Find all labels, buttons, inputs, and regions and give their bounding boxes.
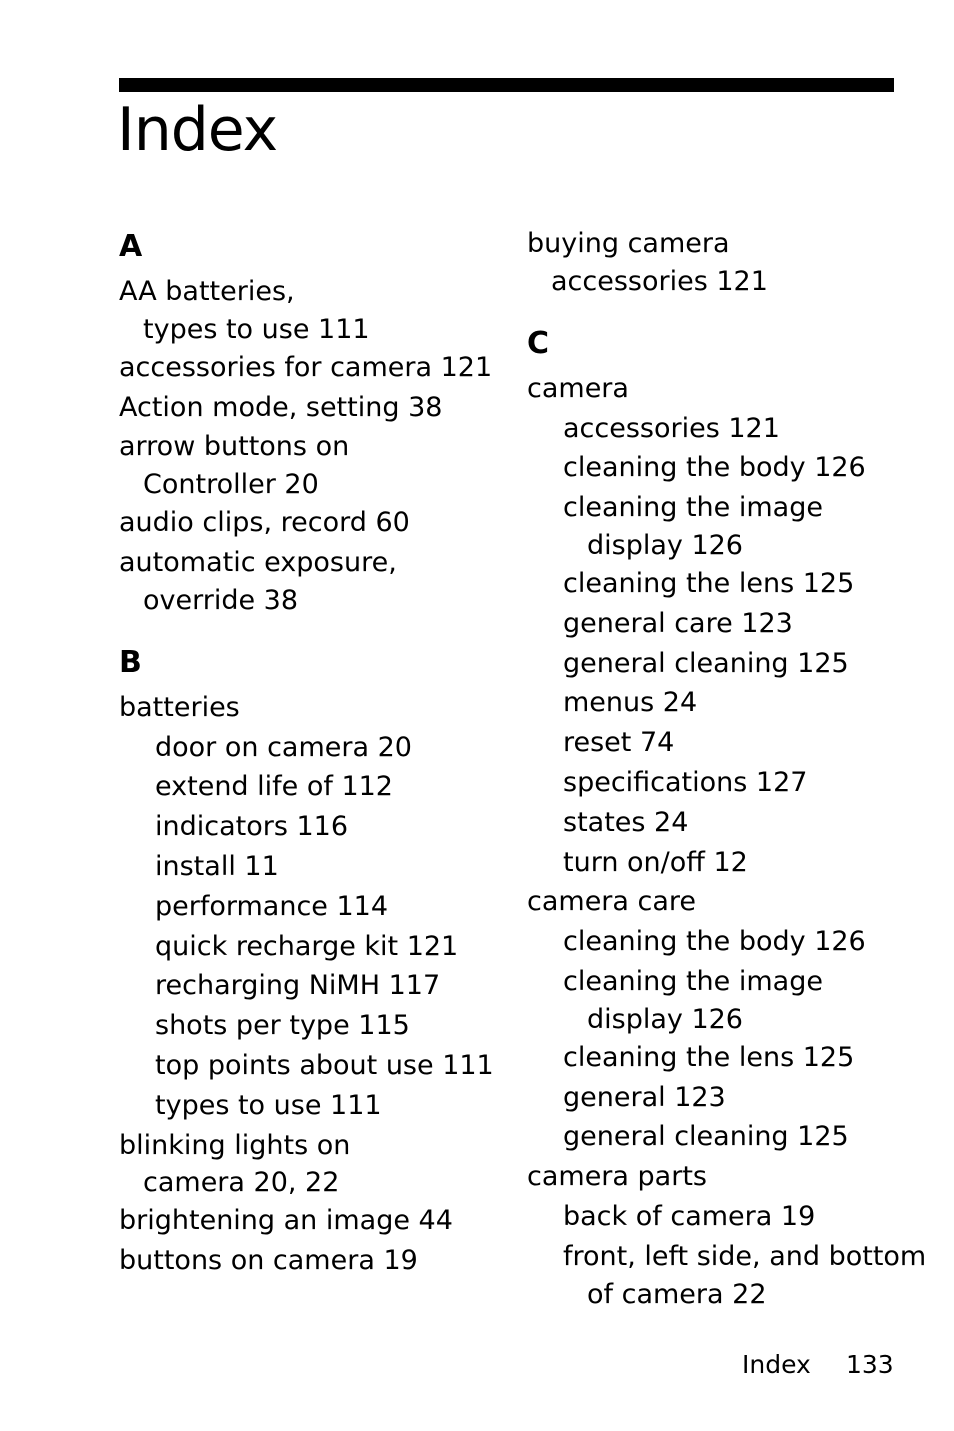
index-entry: automatic exposure, — [119, 546, 397, 578]
header-rule — [119, 78, 894, 92]
index-subentry: extend life of 112 — [155, 771, 393, 803]
index-subentry: specifications 127 — [563, 766, 808, 798]
index-entry: AA batteries, — [119, 276, 295, 307]
index-subentry: door on camera 20 — [155, 731, 412, 763]
index-entry: camera — [527, 372, 629, 404]
section-letter-a: A — [119, 229, 143, 264]
index-entry: batteries — [119, 691, 240, 723]
index-entry-continued: camera 20, 22 — [143, 1167, 340, 1199]
index-subentry: indicators 116 — [155, 811, 349, 843]
index-entry-continued: accessories 121 — [551, 265, 768, 297]
index-subentry: turn on/off 12 — [563, 846, 748, 878]
index-subentry: types to use 111 — [155, 1089, 382, 1121]
index-entry-continued: Controller 20 — [143, 469, 319, 501]
index-subentry: general cleaning 125 — [563, 1121, 849, 1153]
index-subentry: back of camera 19 — [563, 1200, 816, 1232]
section-letter-b: B — [119, 644, 142, 680]
index-subentry: shots per type 115 — [155, 1010, 410, 1042]
index-entry: accessories for camera 121 — [119, 351, 493, 383]
index-subentry: states 24 — [563, 806, 689, 838]
index-entry-continued: override 38 — [143, 584, 299, 616]
index-entry: blinking lights on — [119, 1129, 351, 1161]
index-column-right — [527, 224, 927, 1313]
index-subentry: cleaning the body 126 — [563, 452, 866, 484]
section-letter-c: C — [527, 325, 550, 361]
index-subentry: accessories 121 — [563, 412, 780, 444]
index-entry: camera care — [527, 886, 697, 918]
footer-label: Index — [742, 1350, 811, 1379]
index-subentry-continued: display 126 — [587, 529, 743, 561]
index-entry: Action mode, setting 38 — [119, 391, 443, 423]
index-entry: audio clips, record 60 — [119, 507, 410, 539]
index-subentry-continued: display 126 — [587, 1003, 743, 1035]
index-subentry: general 123 — [563, 1081, 726, 1113]
index-entry-continued: types to use 111 — [143, 313, 370, 345]
index-subentry: menus 24 — [563, 687, 698, 719]
index-subentry: general cleaning 125 — [563, 647, 849, 679]
index-subentry: cleaning the image — [563, 965, 823, 997]
index-subentry: front, left side, and bottom — [563, 1240, 927, 1272]
index-subentry: recharging NiMH 117 — [155, 970, 441, 1002]
index-subentry: cleaning the image — [563, 492, 823, 524]
index-entry: brightening an image 44 — [119, 1205, 453, 1237]
index-subentry: performance 114 — [155, 890, 389, 922]
index-entry: buttons on camera 19 — [119, 1245, 418, 1277]
index-entry: arrow buttons on — [119, 431, 350, 463]
index-subentry: reset 74 — [563, 727, 675, 759]
index-column-left — [119, 224, 499, 1281]
index-subentry: general care 123 — [563, 607, 793, 639]
index-subentry: install 11 — [155, 850, 279, 882]
page-title: Index — [117, 95, 278, 165]
index-subentry: top points about use 111 — [155, 1049, 494, 1081]
index-subentry: cleaning the lens 125 — [563, 1041, 855, 1073]
index-entry: buying camera — [527, 228, 730, 259]
index-subentry: quick recharge kit 121 — [155, 930, 459, 962]
index-subentry: cleaning the body 126 — [563, 926, 866, 958]
page-number: 133 — [846, 1350, 894, 1379]
index-subentry: cleaning the lens 125 — [563, 567, 855, 599]
index-subentry-continued: of camera 22 — [587, 1278, 767, 1310]
index-entry: camera parts — [527, 1161, 707, 1193]
